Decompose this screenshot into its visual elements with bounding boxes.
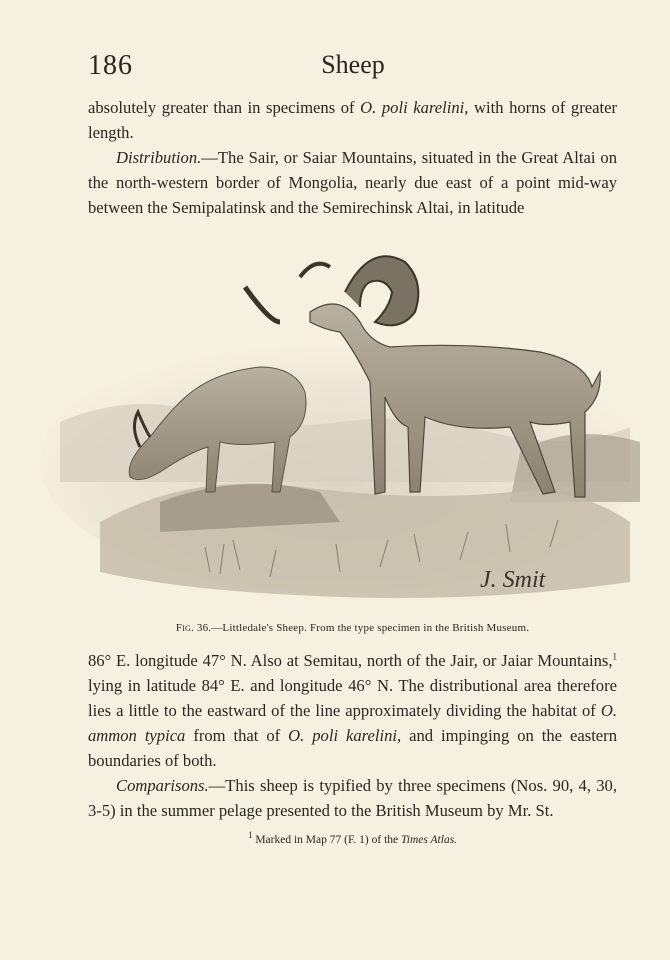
- paragraph-comparisons: Comparisons.—This sheep is typified by three specimens (Nos. 90, 4, 30, 3-5) in the summer pelage presented to the British Museum by Mr. St.: [88, 776, 617, 820]
- artist-signature: J. Smit: [480, 567, 546, 593]
- page-number: 186: [88, 50, 133, 81]
- text-block-top: [88, 95, 617, 220]
- footnote-marker: 1: [612, 651, 617, 662]
- figure-illustration: [40, 222, 640, 620]
- running-head: Sheep: [321, 50, 385, 79]
- caption-text: —Littledale's Sheep. From the type specimen in the British Museum.: [211, 622, 530, 634]
- figure-caption: [88, 622, 617, 634]
- paragraph-distribution: Distribution.—The Sair, or Saiar Mountains, situated in the Great Altai on the north-western border of Mongolia, nearly due east of a point mid-way between the Semipalatinsk and the Semirechinsk Altai, in latitude: [88, 148, 617, 217]
- footnote: $^1$ Marked in Map 77 (F. 1) of the Times Atlas.: [247, 830, 458, 846]
- section-lead-comparisons: Comparisons.: [116, 776, 209, 795]
- text-block-bottom: [88, 648, 617, 823]
- page-header: [88, 50, 618, 90]
- paragraph-location: 86° E. longitude 47° N. Also at Semitau, north of the Jair, or Jaiar Mountains,$^1$ lying in latitude 84° E. and longitude 46° N. The distributional area therefore lies a little to the eastward of the line approximately dividing the habitat of O. ammon typica from that of O. poli karelini, and impinging on the eastern boundaries of both.: [88, 651, 617, 770]
- section-lead-distribution: Distribution.: [116, 148, 202, 167]
- footnote-number: 1: [247, 830, 253, 841]
- caption-label: Fig. 36.: [175, 622, 212, 634]
- paragraph-continuation: absolutely greater than in specimens of O. poli karelini, with horns of greater length.: [88, 98, 617, 142]
- sheep-engraving: [40, 222, 640, 620]
